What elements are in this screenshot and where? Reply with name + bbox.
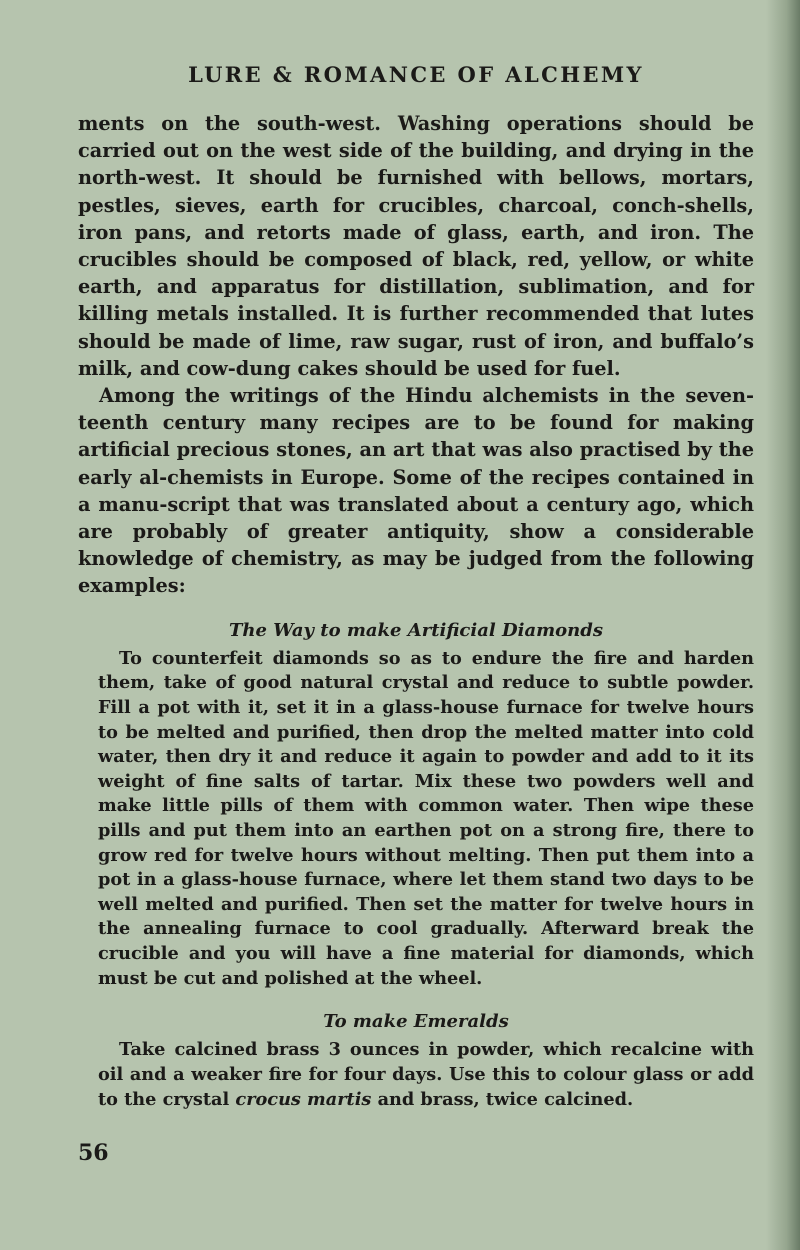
paragraph-hindu-alchemists: Among the writings of the Hindu alchemists in the seven-teenth century many recipes are to be found for making artificial precious stones, an art that was also practised by the early al-chemists in Europe. Some of the recipes contained in a manu-script that was translated about a century ago, which are probably of greater antiquity, show a considerable knowledge of chemistry, as may be judged from the following examples: bbox=[78, 384, 754, 598]
recipe-text-emeralds bbox=[78, 1038, 754, 1112]
recipe-heading-emeralds: To make Emeralds bbox=[323, 1011, 509, 1033]
running-head: LURE & ROMANCE OF ALCHEMY bbox=[188, 62, 644, 87]
crocus-martis-term: crocus martis bbox=[235, 1088, 372, 1110]
page-number: 56 bbox=[78, 1140, 109, 1166]
emeralds-text-start: Take calcined brass 3 ounces in powder, which recalcine with oil and a weaker fire for four days. Use this to colour glass or add to the crystal bbox=[98, 1039, 754, 1110]
emeralds-text-end: and brass, twice calcined. bbox=[377, 1088, 634, 1110]
recipe-heading-diamonds: The Way to make Artificial Diamonds bbox=[229, 619, 603, 641]
paragraph-continued: ments on the south-west. Washing operations should be carried out on the west side of the building, and drying in the north-west. It should be furnished with bellows, mortars, pestles, sieves, earth for crucibles, charcoal, conch-shells, iron pans, and retorts made of glass, earth, and iron. The crucibles should be composed of black, red, yellow, or white earth, and apparatus for distillation, sublimation, and for killing metals installed. It is further recommended that lutes should be made of lime, raw sugar, rust of iron, and buffalo’s milk, and cow-dung cakes should be used for fuel. bbox=[78, 112, 754, 380]
recipe-text-diamonds: To counterfeit diamonds so as to endure the fire and harden them, take of good natural crystal and reduce to subtle powder. Fill a pot with it, set it in a glass-house furnace for twelve hours to be melted and purified, then drop the melted matter into cold water, then dry it and reduce it again to powder and add to it its weight of fine salts of tartar. Mix these two powders well and make little pills of them with common water. Then wipe these pills and put them into an earthen pot on a strong fire, there to grow red for twelve hours without melting. Then put them into a pot in a glass-house furnace, where let them stand two days to be well melted and purified. Then set the matter for twelve hours in the annealing furnace to cool gradually. Afterward break the crucible and you will have a fine material for diamonds, which must be cut and polished at the wheel. bbox=[98, 647, 754, 989]
body-text bbox=[78, 110, 754, 1112]
page-edge-shadow bbox=[766, 0, 800, 1250]
